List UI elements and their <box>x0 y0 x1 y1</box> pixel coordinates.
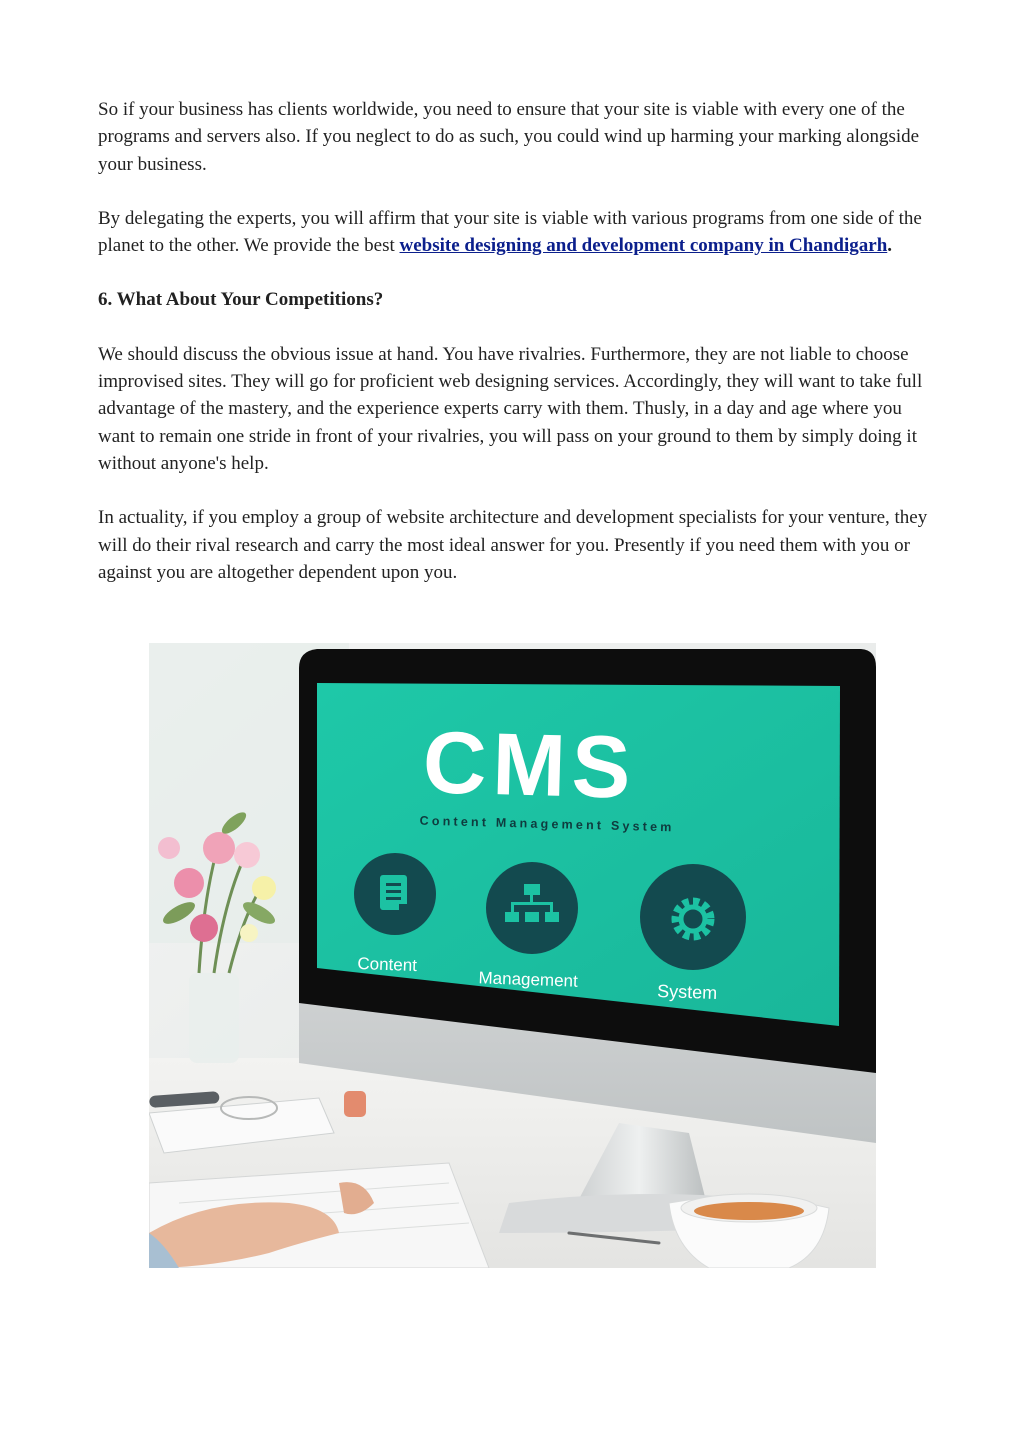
label-management: Management <box>478 968 579 991</box>
content-icon <box>354 853 436 935</box>
paragraph-experts-end: . <box>887 235 893 257</box>
company-link[interactable]: website designing and development company in Chandigarh <box>399 235 888 257</box>
paragraph-experts <box>98 205 928 260</box>
paragraph-compatibility: So if your business has clients worldwide, you need to ensure that your site is viable with every one of the programs and servers also. If you neglect to do as such, you could wind up harming your marking alongside your business. <box>98 99 920 175</box>
label-system: System <box>656 980 718 1004</box>
section-heading: 6. What About Your Competitions? <box>98 289 384 311</box>
cms-monitor-photo <box>149 643 876 1268</box>
cms-subtitle: Content Management System <box>419 813 675 835</box>
gear-icon <box>640 864 746 970</box>
paragraph-rivalries: We should discuss the obvious issue at hand. You have rivalries. Furthermore, they are not liable to choose improvised sites. They will go for proficient web designing services. Accordingly, they will want to take full advantage of the mastery, and the experience experts carry with them. Thusly, in a day and age where you want to remain one stride in front of your rivalries, you will pass on your ground to them by simply doing it without anyone's help. <box>98 343 923 474</box>
label-content: Content <box>357 953 418 976</box>
management-icon <box>486 862 578 954</box>
cms-title: CMS <box>421 712 638 817</box>
paragraph-experts-text: By delegating the experts, you will affirm that your site is viable with various programs from one side of the planet to the other. We provide the best <box>98 207 922 257</box>
article-body <box>98 96 928 613</box>
paragraph-actuality: In actuality, if you employ a group of website architecture and development specialists for your venture, they will do their rival research and carry the most ideal answer for you. Presently if you need them with you or against you are altogether dependent upon you. <box>98 507 928 583</box>
